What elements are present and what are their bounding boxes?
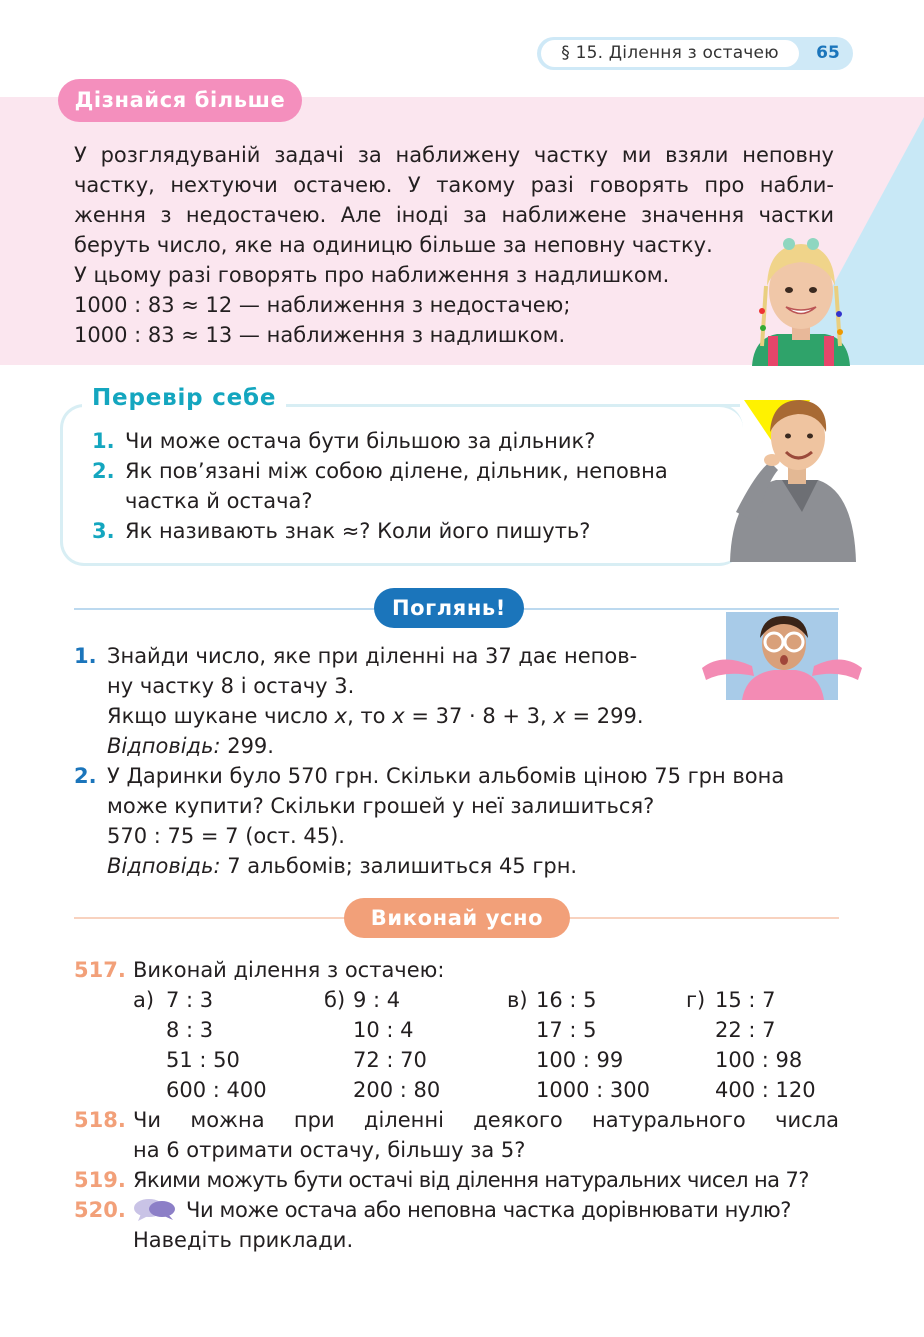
- task: 100 : 99: [536, 1048, 624, 1072]
- item-text: У Даринки було 570 грн. Скільки альбомів ціною 75 грн вона: [107, 764, 785, 788]
- item-number: 2.: [74, 764, 97, 788]
- exercise-line: [74, 1225, 844, 1255]
- exercise-520: [74, 1195, 844, 1255]
- exercise-text: Чи може остача або неповна частка дорівнювати нулю?: [186, 1198, 791, 1222]
- item-text: може купити? Скільки грошей у неї залишиться?: [107, 794, 655, 818]
- question-1: [92, 426, 712, 456]
- learn-line-7: 1000 : 83 ≈ 13 — наближення з надлишком.: [74, 323, 566, 347]
- learn-line-3: ження з недостачею. Але іноді за наближене значення частки: [74, 203, 834, 227]
- task: 72 : 70: [353, 1048, 427, 1072]
- question-text: Чи може остача бути більшою за дільник?: [125, 429, 596, 453]
- answer-text: 299.: [220, 734, 274, 758]
- exercise-row-3: [74, 1045, 844, 1075]
- variable-x: x: [553, 704, 566, 728]
- learn-line-2: частку, нехтуючи остачею. У такому разі говорять про набли-: [74, 173, 834, 197]
- exercise-row-2: [74, 1015, 844, 1045]
- exercise-number: 517.: [74, 958, 126, 982]
- learn-line-5: У цьому разі говорять про наближення з надлишком.: [74, 263, 670, 287]
- item-text: Знайди число, яке при діленні на 37 дає непов-: [107, 644, 638, 668]
- question-number: 3.: [92, 519, 115, 543]
- exercise-text: Якими можуть бути остачі від ділення натуральних чисел на 7?: [133, 1168, 809, 1192]
- check-yourself-list: [92, 426, 712, 546]
- look-item-1: [74, 641, 844, 761]
- look-item-2: [74, 761, 844, 881]
- section-title: § 15. Ділення з остачею: [561, 43, 779, 63]
- exercise-text: Виконай ділення з остачею:: [133, 958, 445, 982]
- question-number: 1.: [92, 429, 115, 453]
- task: 400 : 120: [715, 1078, 816, 1102]
- question-number: 2.: [92, 459, 115, 483]
- task: 17 : 5: [536, 1018, 597, 1042]
- question-3: [92, 516, 712, 546]
- exercise-number: 518.: [74, 1108, 126, 1132]
- task: 51 : 50: [166, 1048, 240, 1072]
- exercise-line: [74, 1165, 844, 1195]
- check-top-line: [296, 404, 740, 407]
- answer-label: Відповідь:: [107, 734, 221, 758]
- exercise-line: [74, 1105, 844, 1135]
- exercise-text: на 6 отримати остачу, більшу за 5?: [133, 1138, 526, 1162]
- column-label: в): [507, 988, 528, 1012]
- task: 10 : 4: [353, 1018, 414, 1042]
- column-label: г): [686, 988, 706, 1012]
- task: 7 : 3: [166, 988, 214, 1012]
- exercise-header: [74, 955, 844, 985]
- item-text: ну частку 8 і остачу 3.: [107, 674, 355, 698]
- column-label: б): [324, 988, 346, 1012]
- question-text: Як називають знак ≈? Коли його пишуть?: [125, 519, 591, 543]
- exercise-row-4: [74, 1075, 844, 1105]
- answer-label: Відповідь:: [107, 854, 221, 878]
- look-list: [74, 641, 844, 881]
- task: 200 : 80: [353, 1078, 441, 1102]
- item-solution: 570 : 75 = 7 (ост. 45).: [107, 824, 345, 848]
- task: 22 : 7: [715, 1018, 776, 1042]
- check-yourself-title: Перевір себе: [82, 381, 286, 415]
- task: 600 : 400: [166, 1078, 267, 1102]
- boy-photo: [726, 392, 858, 562]
- item-answer: [107, 851, 844, 881]
- task: 100 : 98: [715, 1048, 803, 1072]
- solution-text: Якщо шукане число: [107, 704, 335, 728]
- task: 9 : 4: [353, 988, 401, 1012]
- exercise-517: [74, 955, 844, 1105]
- item-answer: [107, 731, 844, 761]
- column-label: а): [133, 988, 155, 1012]
- learn-line-4: беруть число, яке на одиницю більше за неповну частку.: [74, 233, 713, 257]
- learn-line-1: У розглядуваній задачі за наближену частку ми взяли неповну: [74, 143, 834, 167]
- page-number: 65: [816, 43, 840, 63]
- question-2: [92, 456, 712, 516]
- question-text: Як пов’язані між собою ділене, дільник, неповна: [125, 459, 668, 483]
- exercise-518: [74, 1105, 844, 1165]
- solution-text: = 37 · 8 + 3,: [404, 704, 554, 728]
- learn-line-6: 1000 : 83 ≈ 12 — наближення з недостачею;: [74, 293, 571, 317]
- solution-text: = 299.: [565, 704, 644, 728]
- look-badge: Поглянь!: [374, 588, 524, 628]
- task: 1000 : 300: [536, 1078, 650, 1102]
- answer-text: 7 альбомів; залишиться 45 грн.: [220, 854, 578, 878]
- task: 15 : 7: [715, 988, 776, 1012]
- exercise-number: 519.: [74, 1168, 126, 1192]
- exercise-number: 520.: [74, 1198, 126, 1222]
- exercise-519: [74, 1165, 844, 1195]
- task: 8 : 3: [166, 1018, 214, 1042]
- variable-x: x: [392, 704, 405, 728]
- learn-more-text: [74, 140, 834, 350]
- item-number: 1.: [74, 644, 97, 668]
- exercise-text: Чи можна при діленні деякого натурального числа: [133, 1108, 839, 1132]
- task: 16 : 5: [536, 988, 597, 1012]
- learn-more-badge: Дізнайся більше: [58, 79, 302, 122]
- question-text: частка й остача?: [125, 489, 313, 513]
- solution-text: , то: [347, 704, 393, 728]
- item-solution: [107, 701, 844, 731]
- oral-badge: Виконай усно: [344, 898, 570, 938]
- variable-x: x: [334, 704, 348, 728]
- exercise-line: [74, 1195, 844, 1225]
- exercise-line: [74, 1135, 844, 1165]
- exercise-text: Наведіть приклади.: [133, 1228, 354, 1252]
- exercise-row-1: [74, 985, 844, 1015]
